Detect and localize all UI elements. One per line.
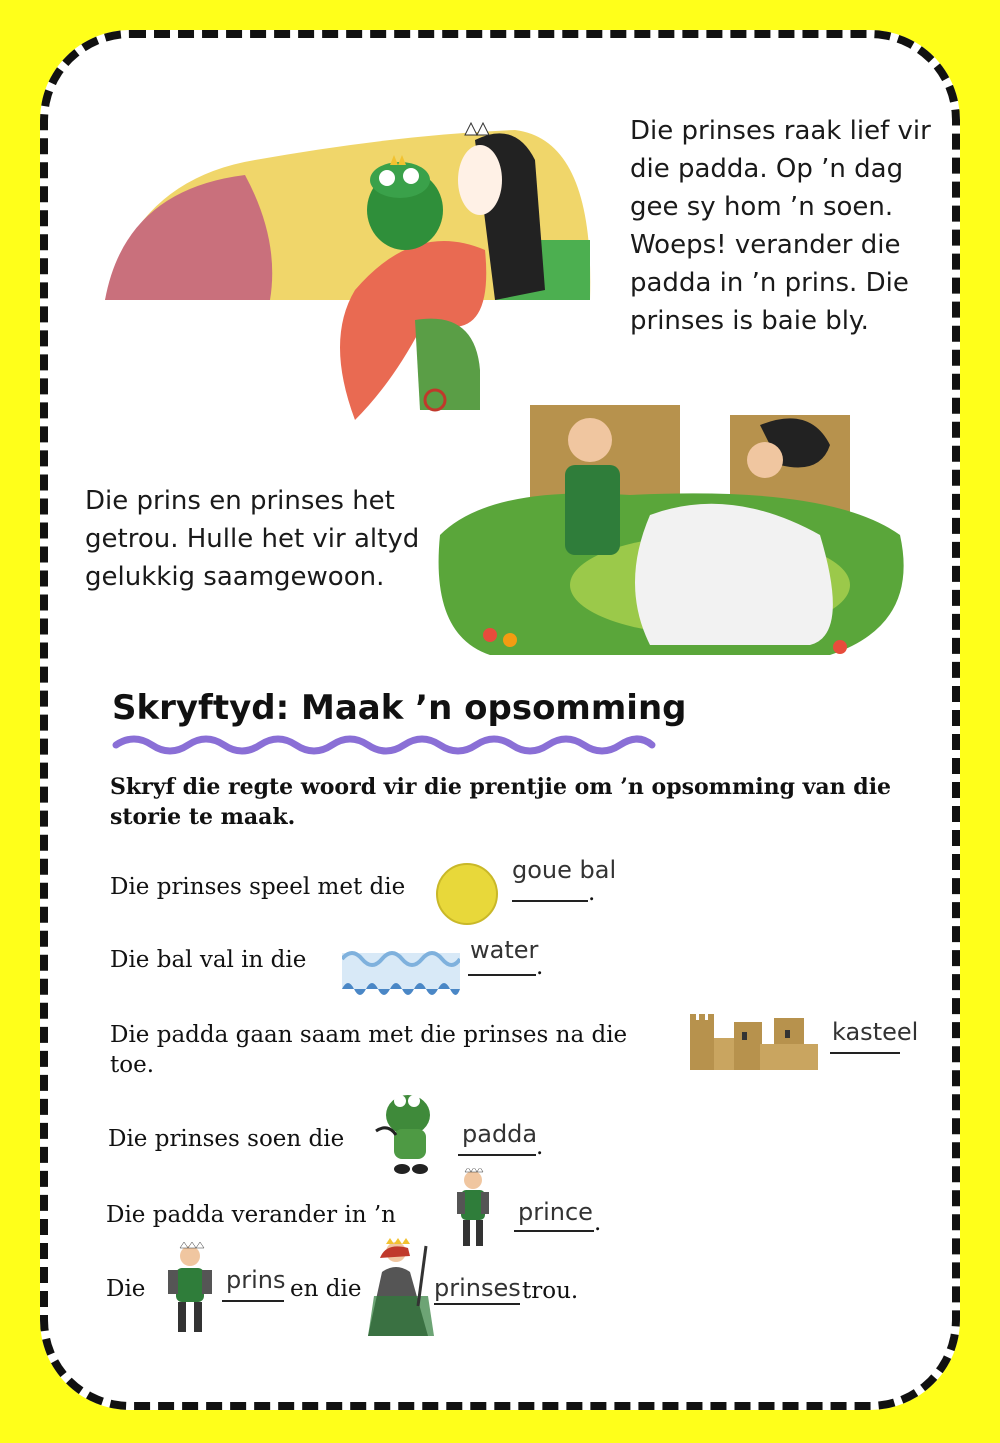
wedding-illustration xyxy=(430,385,920,670)
golden-ball-icon xyxy=(435,862,499,926)
answer-1[interactable]: goue bal xyxy=(512,856,617,884)
sentence-1: Die prinses speel met die xyxy=(110,874,406,900)
sentence-4: Die prinses soen die xyxy=(108,1126,345,1152)
prince-icon xyxy=(445,1168,501,1252)
answer-line-5 xyxy=(514,1230,594,1232)
worksheet-title: Skryftyd: Maak ’n opsomming xyxy=(112,688,687,728)
water-icon xyxy=(342,945,460,995)
answer-line-4 xyxy=(458,1154,536,1156)
story-paragraph-1: Die prinses raak lief vir die padda. Op ’n dag gee sy hom ’n soen. Woeps! verander die padda in ’n prins. Die prinses is baie bly. xyxy=(630,116,931,336)
sentence-6-end: trou. xyxy=(522,1278,579,1304)
answer-line-2 xyxy=(468,974,536,976)
sentence-5: Die padda verander in ’n xyxy=(106,1202,396,1228)
sentence-3: Die padda gaan saam met die prinses na die xyxy=(110,1022,628,1048)
sentence-6: Die xyxy=(106,1276,146,1302)
sentence-4-end: . xyxy=(536,1134,544,1160)
answer-line-6b xyxy=(434,1303,520,1305)
sentence-2: Die bal val in die xyxy=(110,947,307,973)
answer-line-6a xyxy=(222,1300,284,1302)
answer-5[interactable]: prince xyxy=(518,1198,593,1226)
answer-6b[interactable]: prinses xyxy=(434,1274,521,1302)
answer-line-1 xyxy=(512,900,588,902)
prince-icon-small xyxy=(160,1242,222,1338)
answer-3[interactable]: kasteel xyxy=(832,1018,919,1046)
sentence-5-end: . xyxy=(594,1210,602,1236)
sentence-6-mid: en die xyxy=(290,1276,362,1302)
wavy-underline xyxy=(112,733,657,757)
answer-line-3 xyxy=(830,1052,900,1054)
answer-2[interactable]: water xyxy=(470,936,539,964)
answer-6a[interactable]: prins xyxy=(226,1266,286,1294)
story-paragraph-2: Die prins en prinses het getrou. Hulle het vir altyd gelukkig saamgewoon. xyxy=(85,486,420,592)
sentence-2-end: . xyxy=(536,954,544,980)
castle-icon xyxy=(690,1008,818,1070)
frog-icon xyxy=(370,1085,440,1177)
instruction-text: Skryf die regte woord vir die prentjie om ’n opsomming van die storie te maak. xyxy=(110,774,892,830)
answer-4[interactable]: padda xyxy=(462,1120,538,1148)
princess-icon xyxy=(368,1236,438,1344)
sentence-1-end: . xyxy=(588,880,596,906)
sentence-3-toe: toe. xyxy=(110,1052,155,1078)
